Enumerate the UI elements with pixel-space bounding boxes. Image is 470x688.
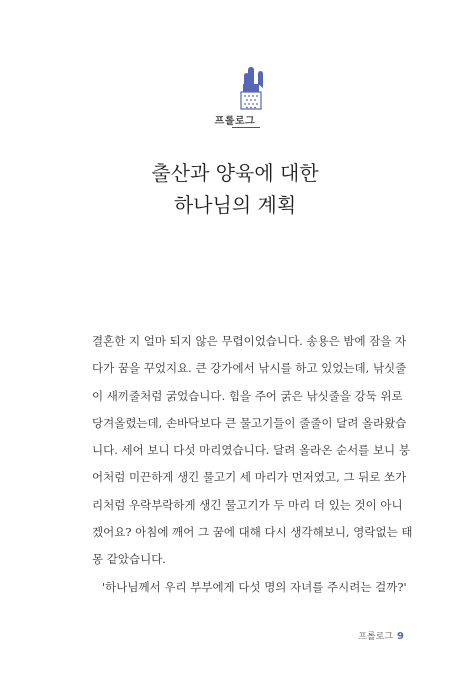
page-number: 9 [397,631,404,642]
body-line: 이 새끼줄처럼 굵었습니다. 힘을 주어 굵은 낚싯줄을 강둑 위로 [92,388,403,403]
body-line: 당겨올렸는데, 손바닥보다 큰 물고기들이 줄줄이 달려 올라왔습 [92,415,407,430]
section-label-underline [232,127,260,128]
chapter-title-line-1: 출산과 양육에 대한 [151,161,319,185]
footer-section-name: 프롤로그 [358,632,394,642]
cactus-icon [238,66,264,110]
body-line: 어처럼 미끈하게 생긴 물고기 세 마리가 먼저였고, 그 뒤로 쏘가 [92,470,407,485]
body-line: 겠어요? 아침에 깨어 그 꿈에 대해 다시 생각해보니, 영락없는 태 [92,525,413,540]
body-line: 리처럼 우락부락하게 생긴 물고기가 두 마리 더 있는 것이 아니 [92,497,403,512]
body-text [92,328,413,601]
body-line: 다가 꿈을 꾸었지요. 큰 강가에서 낚시를 하고 있었는데, 낚싯줄 [92,361,407,376]
chapter-title-line-2: 하나님의 계획 [173,193,297,217]
chapter-title [0,157,470,221]
section-label: 프롤로그 [214,116,256,127]
body-line: 몽 같았습니다. [92,552,166,567]
body-line: 결혼한 지 얼마 되지 않은 무렵이었습니다. 송용은 밤에 잠을 자 [92,334,407,348]
body-line: 니다. 세어 보니 다섯 마리였습니다. 달려 올라온 순서를 보니 붕 [92,443,410,458]
body-quote-line: '하나님께서 우리 부부에게 다섯 명의 자녀를 주시려는 걸까?' [102,579,407,594]
page-footer [358,629,404,642]
